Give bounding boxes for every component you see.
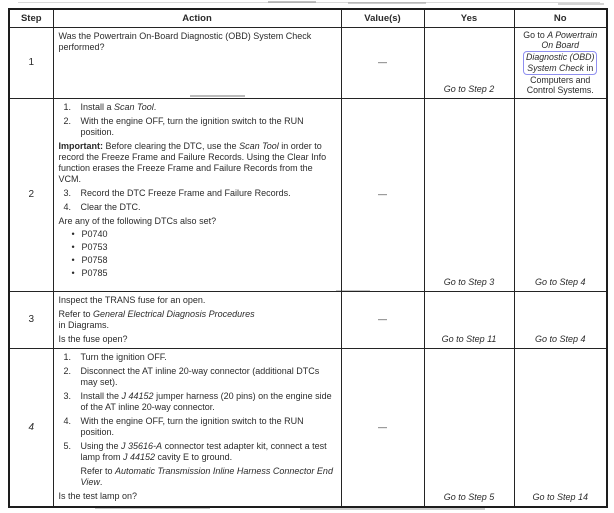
scan-artifact <box>558 3 604 5</box>
list-number: 1. <box>63 101 72 112</box>
bullet-icon: • <box>71 267 75 278</box>
action-flush-block: Refer to General Electrical Diagnosis Procedures in Diagrams. <box>58 308 255 330</box>
action-num-block <box>59 366 337 388</box>
list-number: 2. <box>63 365 72 376</box>
action-num-block <box>59 391 337 413</box>
table-header <box>9 9 607 27</box>
list-number: 5. <box>63 440 72 451</box>
yes-cell: Go to Step 2 <box>424 27 514 98</box>
step-number: 2 <box>9 98 53 291</box>
bullet-icon: • <box>71 241 75 252</box>
yes-cell: Go to Step 5 <box>424 348 514 507</box>
list-number: 1. <box>63 351 72 362</box>
action-flush-block: Are any of the following DTCs also set? <box>58 215 217 226</box>
col-header-action: Action <box>53 9 341 27</box>
action-num-block <box>59 416 337 438</box>
action-bullet-block <box>59 268 337 279</box>
value-cell: — <box>341 348 424 507</box>
action-flush-block: Inspect the TRANS fuse for an open. <box>58 294 206 305</box>
list-item-text: Disconnect the AT inline 20-way connector (additional DTCs may set). <box>80 365 320 387</box>
action-indent-block: Refer to Automatic Transmission Inline Harness Connector End View. <box>80 465 333 487</box>
no-cell: Go to Step 4 <box>514 98 607 291</box>
list-item-text: Clear the DTC. <box>80 201 141 212</box>
bullet-icon: • <box>71 228 75 239</box>
action-num-block <box>59 116 337 138</box>
action-bullet-block <box>59 242 337 253</box>
list-number: 3. <box>63 390 72 401</box>
col-header-no: No <box>514 9 607 27</box>
action-flush-block: Is the test lamp on? <box>58 490 138 501</box>
action-flush-block: Important: Before clearing the DTC, use the Scan Tool in order to record the Freeze Frame and Failure Records. Using the Clear Info function erases the Freeze Frame and Failure Records from the VCM. <box>58 140 327 184</box>
list-item-text: P0740 <box>81 228 108 239</box>
col-header-yes: Yes <box>424 9 514 27</box>
scan-artifact <box>348 2 426 4</box>
action-num-block <box>59 441 337 463</box>
list-item-text: P0753 <box>81 241 108 252</box>
list-item-text: Record the DTC Freeze Frame and Failure Records. <box>80 187 291 198</box>
yes-cell: Go to Step 3 <box>424 98 514 291</box>
step-number: 3 <box>9 291 53 348</box>
action-num-block <box>59 352 337 363</box>
action-flush-block: Was the Powertrain On-Board Diagnostic (OBD) System Check performed? <box>58 30 312 52</box>
action-cell <box>53 27 341 98</box>
no-cell: Go to Step 4 <box>514 291 607 348</box>
step-number: 4 <box>9 348 53 507</box>
table-row-step-3 <box>9 291 607 348</box>
table-row-step-4 <box>9 348 607 507</box>
list-number: 3. <box>63 187 72 198</box>
scan-artifact <box>300 508 485 510</box>
list-item-text: With the engine OFF, turn the ignition switch to the RUN position. <box>80 415 304 437</box>
scan-artifact <box>18 2 600 3</box>
list-item-text: Turn the ignition OFF. <box>80 351 167 362</box>
header-row <box>9 9 607 27</box>
list-item-text: P0758 <box>81 254 108 265</box>
diagnostic-table <box>8 8 608 508</box>
value-cell: — <box>341 98 424 291</box>
list-number: 4. <box>63 415 72 426</box>
action-num-block <box>59 188 337 199</box>
action-bullet-block <box>59 229 337 240</box>
list-number: 2. <box>63 115 72 126</box>
col-header-step: Step <box>9 9 53 27</box>
value-cell: — <box>341 291 424 348</box>
action-cell <box>53 291 341 348</box>
no-cell: Go to A Powertrain On Board Diagnostic (OBD) System Check in Computers and Control Systems. <box>514 27 607 98</box>
col-header-values: Value(s) <box>341 9 424 27</box>
step-number: 1 <box>9 27 53 98</box>
table-row-step-1 <box>9 27 607 98</box>
no-cell: Go to Step 14 <box>514 348 607 507</box>
table-body <box>9 27 607 507</box>
action-num-block <box>59 202 337 213</box>
action-bullet-block <box>59 255 337 266</box>
list-item-text: Using the J 35616-A connector test adapter kit, connect a test lamp from J 44152 cavity E to ground. <box>80 440 327 462</box>
action-cell <box>53 98 341 291</box>
scan-artifact <box>268 1 316 3</box>
list-item-text: With the engine OFF, turn the ignition switch to the RUN position. <box>80 115 304 137</box>
table-row-step-2 <box>9 98 607 291</box>
value-cell: — <box>341 27 424 98</box>
list-item-text: P0785 <box>81 267 108 278</box>
obd-system-check-link-highlight[interactable]: Diagnostic (OBD) System Check in <box>523 51 597 75</box>
bullet-icon: • <box>71 254 75 265</box>
list-number: 4. <box>63 201 72 212</box>
action-num-block <box>59 102 337 113</box>
list-item-text: Install a Scan Tool. <box>80 101 157 112</box>
yes-cell: Go to Step 11 <box>424 291 514 348</box>
action-flush-block: Is the fuse open? <box>58 333 128 344</box>
list-item-text: Install the J 44152 jumper harness (20 pins) on the engine side of the AT inline 20-way connector. <box>80 390 332 412</box>
action-cell <box>53 348 341 507</box>
